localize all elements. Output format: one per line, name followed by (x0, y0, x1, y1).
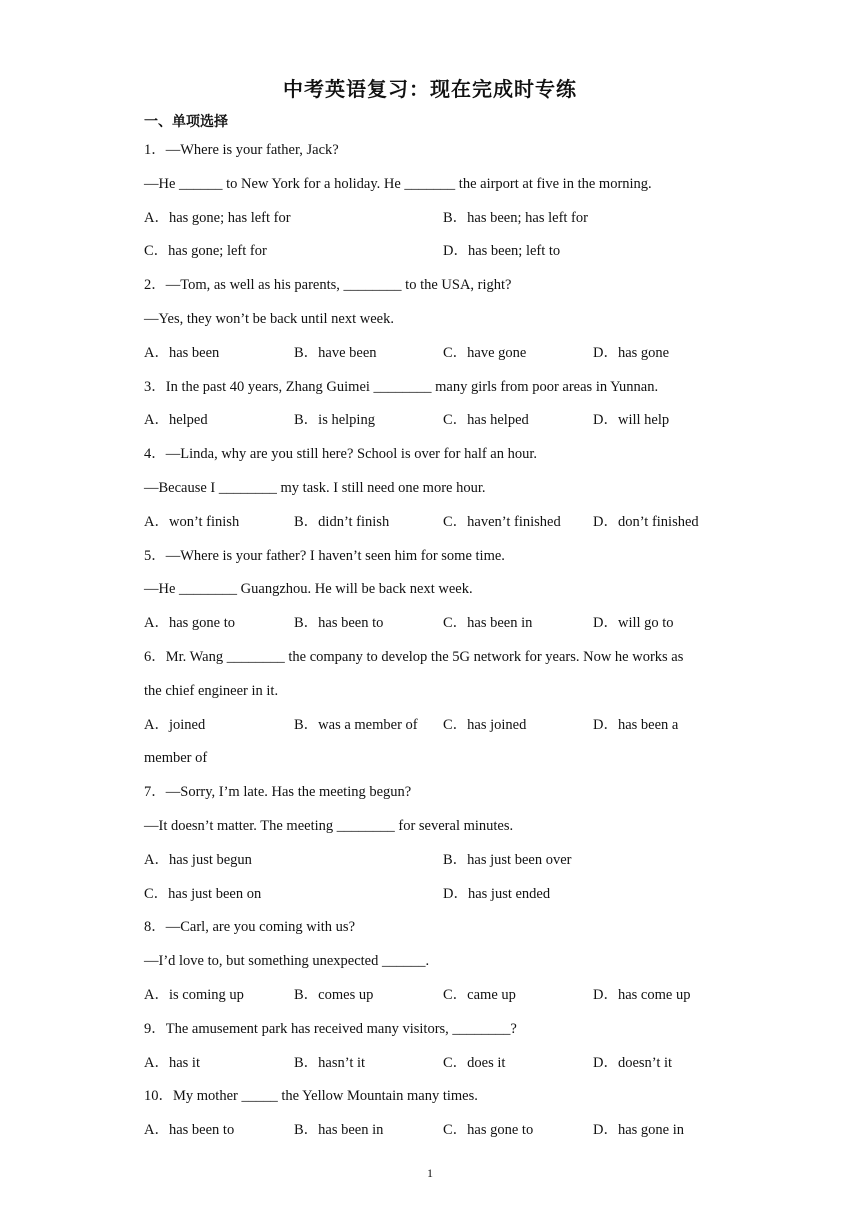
question-7-option-c: C．has just been on (144, 885, 262, 902)
question-3-option-c: C．has helped (443, 412, 529, 429)
question-10-option-a: A．has been to (144, 1122, 235, 1139)
question-4-option-b: B．didn’t finish (294, 513, 390, 530)
question-1-option-b: B．has been; has left for (443, 209, 588, 226)
question-list (144, 138, 724, 1152)
question-7-option-a: A．has just begun (144, 851, 252, 868)
question-3-option-b: B．is helping (294, 412, 375, 429)
question-10-options (144, 1118, 724, 1152)
question-2-option-b: B．have been (294, 344, 377, 361)
question-9-stem: 9．The amusement park has received many visitors, ________? (144, 1020, 517, 1037)
question-7-option-d: D．has just ended (443, 885, 551, 902)
question-7-stem-line2: —It doesn’t matter. The meeting ________ for several minutes. (144, 817, 514, 834)
question-9-option-b: B．hasn’t it (294, 1054, 366, 1071)
question-4-option-d: D．don’t finished (593, 513, 699, 530)
question-6-option-d-wrap: member of (144, 750, 208, 767)
question-7-options-row2 (144, 882, 724, 916)
question-8-option-a: A．is coming up (144, 986, 244, 1003)
question-10-option-b: B．has been in (294, 1122, 384, 1139)
question-4-option-c: C．haven’t finished (443, 513, 561, 530)
question-6-option-a: A．joined (144, 716, 206, 733)
question-8-stem: 8．—Carl, are you coming with us? (144, 919, 356, 936)
section-heading: 一、单项选择 (144, 114, 228, 130)
question-8-options (144, 983, 724, 1017)
question-2-option-d: D．has gone (593, 344, 670, 361)
question-1-option-c: C．has gone; left for (144, 243, 267, 260)
question-2-option-a: A．has been (144, 344, 220, 361)
question-3-option-a: A．helped (144, 412, 208, 429)
question-2-options (144, 341, 724, 375)
question-5-stem: 5．—Where is your father? I haven’t seen him for some time. (144, 547, 505, 564)
question-3-option-d: D．will help (593, 412, 670, 429)
question-6-options (144, 713, 724, 747)
question-4-stem-line2: —Because I ________ my task. I still need one more hour. (144, 479, 486, 496)
question-9-option-c: C．does it (443, 1054, 506, 1071)
question-9-option-a: A．has it (144, 1054, 200, 1071)
question-2-option-c: C．have gone (443, 344, 527, 361)
question-6-stem-line2: the chief engineer in it. (144, 682, 279, 699)
question-8-option-b: B．comes up (294, 986, 374, 1003)
question-7-option-b: B．has just been over (443, 851, 572, 868)
question-5-option-d: D．will go to (593, 615, 674, 632)
question-10-option-c: C．has gone to (443, 1122, 534, 1139)
question-2-stem-line2: —Yes, they won’t be back until next week. (144, 310, 394, 327)
question-1-options-row2 (144, 239, 724, 273)
question-1-stem: 1．—Where is your father, Jack? (144, 142, 339, 158)
question-6-option-d: D．has been a (593, 716, 679, 733)
question-4-stem: 4．—Linda, why are you still here? School is over for half an hour. (144, 446, 538, 463)
question-7-options-row1 (144, 848, 724, 882)
question-6-option-b: B．was a member of (294, 716, 418, 733)
page-title: 中考英语复习：现在完成时专练 (283, 77, 577, 101)
question-1-options-row1 (144, 206, 724, 240)
question-10-stem: 10．My mother _____ the Yellow Mountain many times. (144, 1088, 478, 1105)
question-5-options (144, 611, 724, 645)
question-6-option-c: C．has joined (443, 716, 527, 733)
question-5-stem-line2: —He ________ Guangzhou. He will be back next week. (144, 581, 473, 598)
question-9-option-d: D．doesn’t it (593, 1054, 673, 1071)
question-4-option-a: A．won’t finish (144, 513, 240, 530)
page-number: 1 (427, 1166, 433, 1180)
question-6-stem: 6．Mr. Wang ________ the company to develop the 5G network for years. Now he works as (144, 648, 684, 665)
question-8-stem-line2: —I’d love to, but something unexpected ______. (144, 953, 430, 970)
question-4-options (144, 510, 724, 544)
question-3-options (144, 408, 724, 442)
question-2-stem: 2．—Tom, as well as his parents, ________ to the USA, right? (144, 277, 512, 294)
question-5-option-c: C．has been in (443, 615, 533, 632)
question-5-option-a: A．has gone to (144, 615, 236, 632)
question-1-option-a: A．has gone; has left for (144, 209, 291, 226)
question-5-option-b: B．has been to (294, 615, 384, 632)
question-1-option-d: D．has been; left to (443, 243, 561, 260)
question-8-option-c: C．came up (443, 986, 516, 1003)
question-3-stem: 3．In the past 40 years, Zhang Guimei ________ many girls from poor areas in Yunnan. (144, 378, 659, 395)
question-10-option-d: D．has gone in (593, 1122, 685, 1139)
question-7-stem: 7．—Sorry, I’m late. Has the meeting begun? (144, 784, 412, 801)
question-9-options (144, 1051, 724, 1085)
question-8-option-d: D．has come up (593, 986, 691, 1003)
question-1-stem-line2: —He ______ to New York for a holiday. He _______ the airport at five in the morning. (144, 175, 652, 192)
